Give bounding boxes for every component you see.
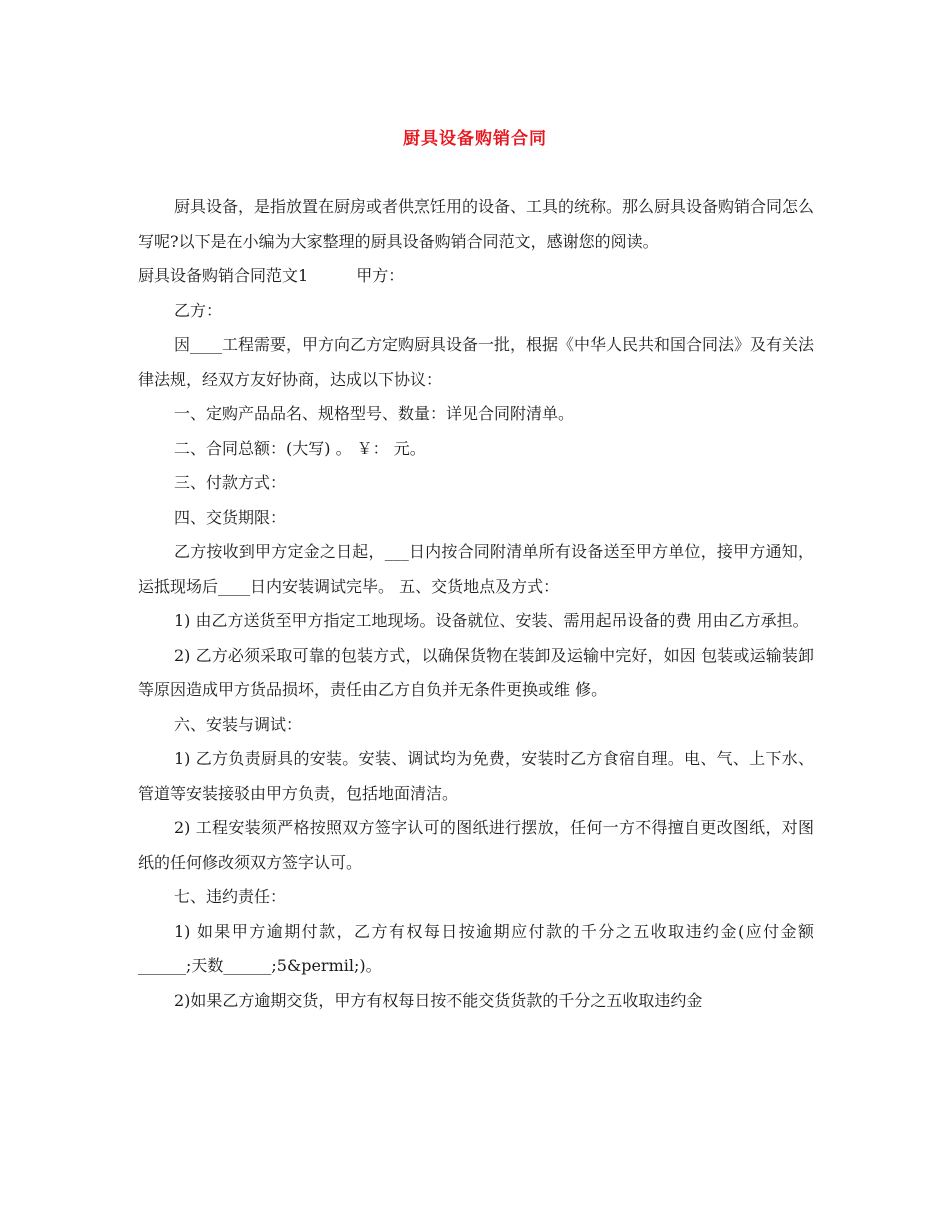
party-a-label: 甲方：: [356, 266, 405, 285]
intro-paragraph: 厨具设备，是指放置在厨房或者供烹饪用的设备、工具的统称。那么厨具设备购销合同怎么写呢?以下是在小编为大家整理的厨具设备购销合同范文，感谢您的阅读。: [138, 197, 815, 251]
document-body: [138, 190, 814, 1018]
delivery-item-2: 2) 乙方必须采取可靠的包装方式，以确保货物在装卸及运输中完好，如因 包装或运输装卸等原因造成甲方货品损坏，责任由乙方自负并无条件更换或维 修。: [138, 645, 814, 699]
breach-item-1: 1) 如果甲方逾期付款，乙方有权每日按逾期应付款的千分之五收取违约金(应付金额______;天数______;5&permil;)。: [138, 921, 814, 975]
clause-2: 二、合同总额：(大写) 。 ￥： 元。: [174, 438, 426, 458]
install-item-1: 1) 乙方负责厨具的安装。安装、调试均为免费，安装时乙方食宿自理。电、气、上下水、管道等安装接驳由甲方负责，包括地面清洁。: [138, 749, 814, 803]
clause-6: 六、安装与调试：: [174, 714, 303, 734]
document-title: 厨具设备购销合同: [403, 129, 547, 149]
breach-item-2: 2)如果乙方逾期交货，甲方有权每日按不能交货货款的千分之五收取违约金: [174, 990, 703, 1010]
clause-7: 七、违约责任：: [174, 887, 287, 906]
sample-heading-line: [138, 259, 814, 294]
clause-3: 三、付款方式：: [174, 473, 287, 492]
delivery-item-1: 1) 由乙方送货至甲方指定工地现场。设备就位、安装、需用起吊设备的费 用由乙方承担。: [174, 611, 809, 630]
party-b-label: 乙方：: [174, 300, 223, 320]
delivery-paragraph: 乙方按收到甲方定金之日起，___日内按合同附清单所有设备送至甲方单位，接甲方通知，运抵现场后____日内安装调试完毕。 五、交货地点及方式：: [138, 542, 814, 596]
sample-heading: 厨具设备购销合同范文1: [138, 266, 309, 285]
preamble-paragraph: 因____工程需要，甲方向乙方定购厨具设备一批，根据《中华人民共和国合同法》及有关法律法规，经双方友好协商，达成以下协议：: [138, 335, 815, 389]
clause-4: 四、交货期限：: [174, 507, 287, 527]
clause-1: 一、定购产品品名、规格型号、数量：详见合同附清单。: [174, 404, 575, 423]
install-item-2: 2) 工程安装须严格按照双方签字认可的图纸进行摆放，任何一方不得擅自更改图纸，对图纸的任何修改须双方签字认可。: [138, 818, 814, 872]
